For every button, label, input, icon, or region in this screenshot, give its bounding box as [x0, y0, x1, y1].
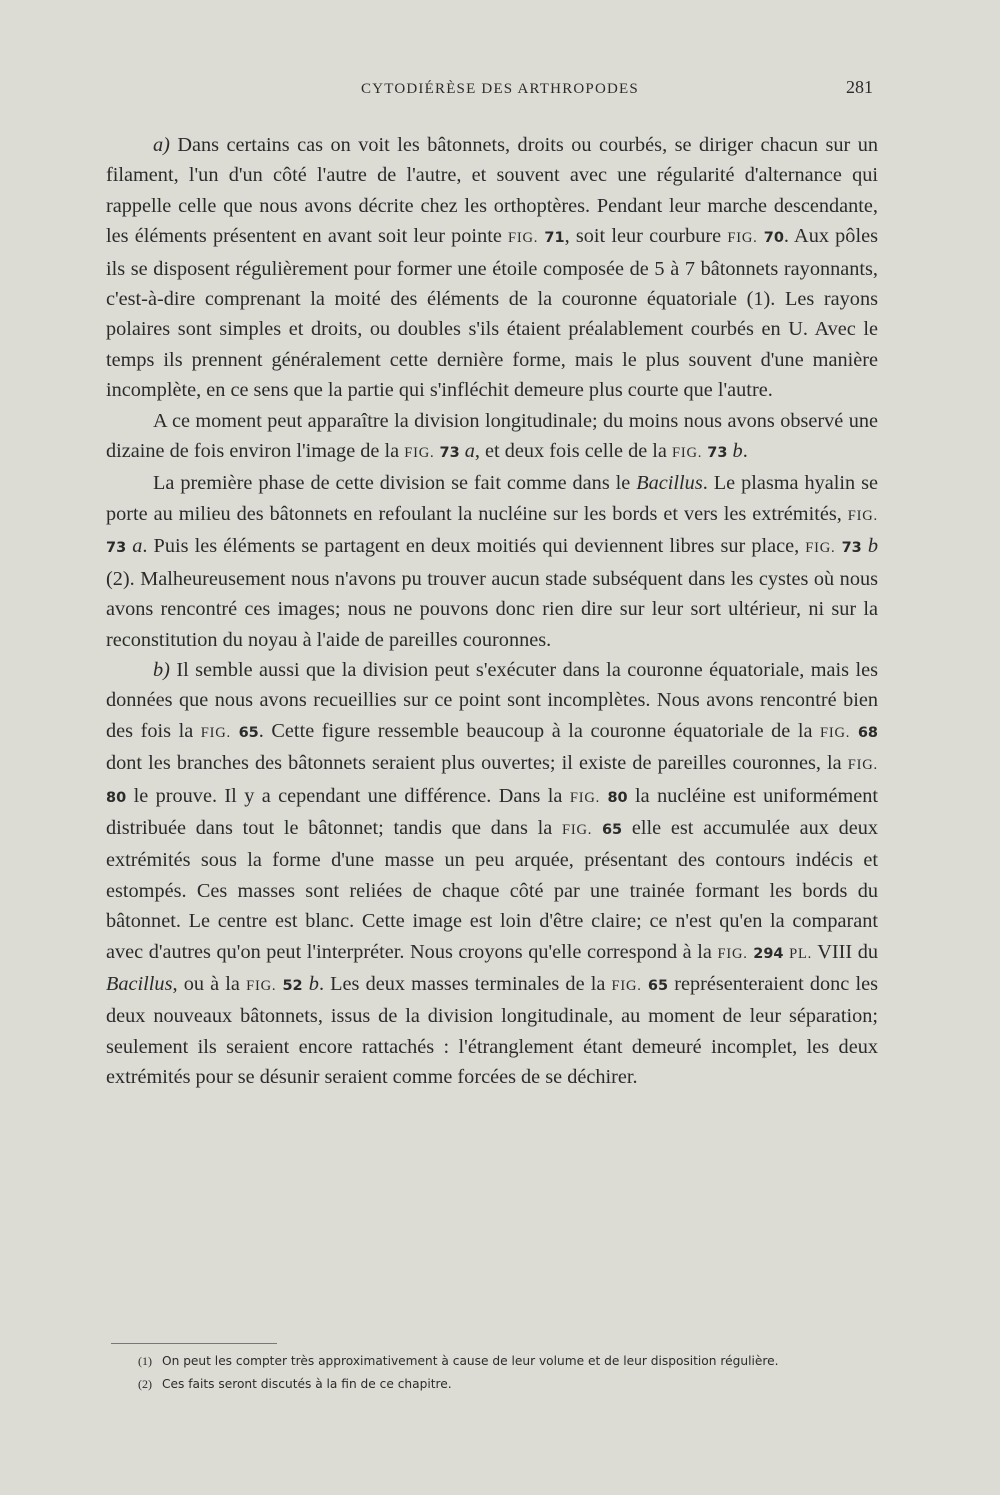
footnote-2: [138, 1373, 898, 1396]
text-run: Il semble aussi que la division peut s'exécuter dans la couronne équatoriale, mais les données que nous avons recueillies sur ce point sont incomplètes. Nous avons rencontré bien des fois la: [106, 658, 878, 742]
footnote-mark: (2): [138, 1377, 152, 1391]
text-run: La première phase de cette division se fait comme dans le: [153, 472, 637, 495]
body-text: [106, 130, 878, 1093]
figure-label: FIG.: [847, 757, 878, 774]
figure-label: FIG.: [847, 507, 878, 524]
section-marker-b: b): [153, 658, 170, 681]
text-run: . Les deux masses terminales de la: [318, 972, 612, 995]
footnote-text: Ces faits seront discutés à la fin de ce chapitre.: [162, 1377, 452, 1391]
footnote-rule: [111, 1343, 277, 1344]
text-run: . Cette figure ressemble beaucoup à la couronne équatoriale de la: [258, 719, 821, 742]
running-head: [0, 75, 1000, 105]
footnotes: [138, 1350, 898, 1396]
figure-label: FIG.: [561, 821, 593, 838]
text-run: , ou à la: [172, 972, 247, 995]
text-run: . Aux pôles ils se disposent régulièrement pour former une étoile composée de 5 à 7 bâtonnets rayonnants, c'est-à-dire comprenant la moité des éléments de la couronne équatoriale (1). Les rayons polaires sont simples et droits, ou doubles s'ils étaient préalablement courbés en U. Avec le temps ils prennent généralement cette dernière forme, mais le plus souvent d'une manière incomplète, en ce sens que la partie qui s'infléchit demeure plus courte que l'autre.: [106, 225, 878, 402]
figure-label: FIG.: [727, 230, 758, 247]
figure-label: FIG.: [404, 445, 435, 462]
figure-number: 65: [601, 821, 623, 838]
genus-name: Bacillus: [636, 472, 703, 495]
figure-number: 68: [857, 724, 879, 741]
figure-number: 80: [106, 789, 127, 806]
text-run: elle est accumulée aux deux extrémités sous la forme d'une masse un peu arquée, présentant des contours indécis et estompés. Ces masses sont reliées de chaque côté par une trainée formant les bords du bâtonnet. Le centre est blanc. Cette image est loin d'être claire; ce n'est qu'en la comparant avec d'autres qu'on peut l'interpréter. Nous croyons qu'elle correspond à la: [106, 816, 879, 963]
page-number: 281: [846, 77, 873, 97]
figure-number: 80: [607, 789, 628, 806]
footnote-mark: (1): [138, 1354, 152, 1368]
figure-number: 70: [763, 230, 784, 247]
footnote-1: [138, 1350, 898, 1373]
text-run: VIII du: [812, 940, 879, 963]
figure-letter: a: [132, 535, 143, 558]
figure-number: 65: [647, 977, 669, 994]
figure-letter: a: [464, 440, 475, 463]
figure-label: FIG.: [820, 724, 851, 741]
figure-label: FIG.: [611, 977, 642, 994]
figure-number: 73: [707, 445, 728, 462]
text-run: . Puis les éléments se partagent en deux moitiés qui deviennent libres sur place,: [142, 535, 806, 558]
figure-label: FIG.: [246, 977, 277, 994]
figure-number: 73: [841, 540, 862, 557]
plate-label: PL.: [789, 945, 813, 962]
figure-label: FIG.: [569, 789, 601, 806]
figure-label: FIG.: [717, 945, 748, 962]
figure-letter: b: [867, 535, 878, 558]
genus-name: Bacillus: [106, 972, 173, 995]
figure-number: 294: [753, 945, 784, 962]
figure-number: 71: [544, 230, 565, 247]
text-run: , et deux fois celle de la: [474, 440, 672, 463]
figure-label: FIG.: [672, 445, 703, 462]
figure-number: 65: [238, 724, 259, 741]
paragraph-longitudinal-division: [106, 406, 878, 469]
text-run: le prouve. Il y a cependant une différence. Dans la: [126, 784, 570, 807]
figure-label: FIG.: [200, 724, 231, 741]
figure-letter: b: [732, 440, 743, 463]
figure-number: 52: [282, 977, 303, 994]
figure-letter: b: [308, 972, 319, 995]
footnote-text: On peut les compter très approximativement à cause de leur volume et de leur disposition régulière.: [162, 1354, 779, 1368]
figure-label: FIG.: [508, 230, 539, 247]
text-run: représenteraient donc les deux nouveaux bâtonnets, issus de la division longitudinale, au moment de leur séparation; seulement ils seraient encore rattachés : l'étranglement étant demeuré incomplet, les deux extrémités pour se désunir seraient comme forcées de se déchirer.: [106, 972, 878, 1089]
text-run: la nucléine est uniformément distribuée dans tout le bâtonnet; tandis que dans la: [106, 784, 878, 839]
text-run: .: [742, 440, 748, 463]
text-run: dont les branches des bâtonnets seraient plus ouvertes; il existe de pareilles couronnes, la: [106, 752, 848, 775]
paragraph-a: [106, 130, 878, 406]
running-title: CYTODIÉRÈSE DES ARTHROPODES: [361, 81, 639, 97]
paragraph-b: [106, 655, 878, 1093]
text-run: , soit leur courbure: [564, 225, 728, 248]
section-marker-a: a): [153, 134, 170, 156]
text-run: . Le plasma hyalin se porte au milieu des bâtonnets en refoulant la nucléine sur les bords et vers les extrémités,: [106, 472, 878, 525]
paragraph-first-phase: [106, 468, 878, 654]
text-run: Dans certains cas on voit les bâtonnets, droits ou courbés, se diriger chacun sur un filament, l'un d'un côté l'autre de l'autre, et souvent avec une régularité d'alternance qui rappelle celle que nous avons décrite chez les orthoptères. Pendant leur marche descendante, les éléments présentent en avant soit leur pointe: [106, 134, 878, 248]
figure-number: 73: [439, 445, 460, 462]
text-run: (2). Malheureusement nous n'avons pu trouver aucun stade subséquent dans les cystes où nous avons rencontré ces images; nous ne pouvons donc rien dire sur leur sort ultérieur, ni sur la reconstitution du noyau à l'aide de pareilles couronnes.: [106, 567, 878, 651]
figure-label: FIG.: [805, 540, 836, 557]
text-run: A ce moment peut apparaître la division longitudinale; du moins nous avons observé une dizaine de fois environ l'image de la: [106, 409, 878, 463]
figure-number: 73: [106, 540, 127, 557]
